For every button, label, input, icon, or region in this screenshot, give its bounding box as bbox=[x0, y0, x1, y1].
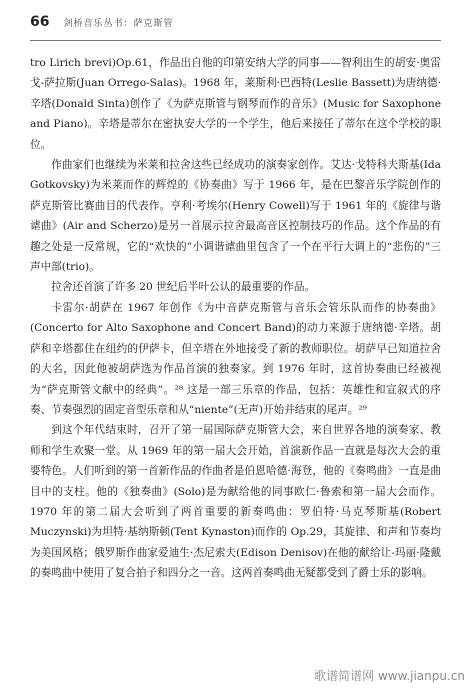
paragraph-5: 到这个年代结束时，召开了第一届国际萨克斯管大会，来自世界各地的演奏家、教师和学生欢聚一堂。从 1969 年的第一届大会开始，首演新作品一直就是每次大会的重要特色。人们听到的第一首新作品的作曲者是伯恩哈德·海登，他的《奏鸣曲》一直是曲目中的支柱。他的《独奏曲》(Solo)是为献给他的同事欧仁·鲁索和第一届大会而作。1970 年的第二届大会听到了两首重要的新奏鸣曲：罗伯特·马克琴斯基(Robert Muczynski)为坦特·基纳斯顿(Tent Kynaston)而作的 Op.29，其旋律、和声和节奏均为美国风格；俄罗斯作曲家爱迪生·杰尼索夫(Edison Denisov)在他的献给让-玛丽·隆戴的奏鸣曲中使用了复合拍子和四分之一音。这两首奏鸣曲无疑都受到了爵士乐的影响。 bbox=[30, 424, 441, 580]
site-watermark: 歌谱简谱网 www.jianpu.cn bbox=[314, 669, 465, 683]
page-number: 66 bbox=[30, 14, 50, 30]
paragraph-3: 拉舍还首演了许多 20 世纪后半叶公认的最重要的作品。 bbox=[51, 281, 316, 294]
body-text bbox=[30, 53, 441, 584]
page-header bbox=[30, 14, 441, 41]
paragraph-1: tro Lirich brevi)Op.61，作品出自他的印第安纳大学的同事——智利出生的胡安·奥雷戈-萨拉斯(Juan Orrego-Salas)。1968 年，莱斯利·巴西特(Leslie Bassett)为唐纳德·辛塔(Donald Sinta)创作了《为萨克斯管与钢琴而作的音乐》(Music for Saxophone and Piano)。辛塔是蒂尔在密执安大学的一个学生，他后来接任了蒂尔在这个学校的职位。 bbox=[30, 57, 441, 151]
paragraph-4: 卡雷尔·胡萨在 1967 年创作《为中音萨克斯管与音乐会管乐队而作的协奏曲》(Concerto for Alto Saxophone and Concert Band)的动力来源于唐纳德·辛塔。胡萨和辛塔都住在纽约的伊萨卡，但辛塔在外地接受了新的教师职位。胡萨早已知道拉舍的大名，因此他被胡萨选为作品首演的独奏家。到 1976 年时，这首协奏曲已经被视为“萨克斯管文献中的经典”。²⁸ 这是一部三乐章的作品，包括：英雄性和宣叙式的序奏、节奏强烈的固定音型乐章和从“niente”(无声)开始并结束的尾声。²⁹ bbox=[30, 301, 441, 416]
paragraph-2: 作曲家们也继续为米莱和拉舍这些已经成功的演奏家创作。艾达·戈特科夫斯基(Ida Gotkovsky)为米莱而作的辉煌的《协奏曲》写于 1966 年，是在巴黎音乐学院创作的萨克斯管比赛曲目的代表作。亨利·考埃尔(Henry Cowell)写于 1961 年的《旋律与谐谑曲》(Air and Scherzo)是另一首展示拉舍最高音区控制技巧的作品。这个作品的有趣之处是一反常规，它的“欢快的”小调谐谑曲里包含了一个在平行大调上的“悲伤的”三声中部(trio)。 bbox=[30, 159, 441, 274]
running-title: 剑桥音乐丛书：萨克斯管 bbox=[63, 19, 174, 29]
